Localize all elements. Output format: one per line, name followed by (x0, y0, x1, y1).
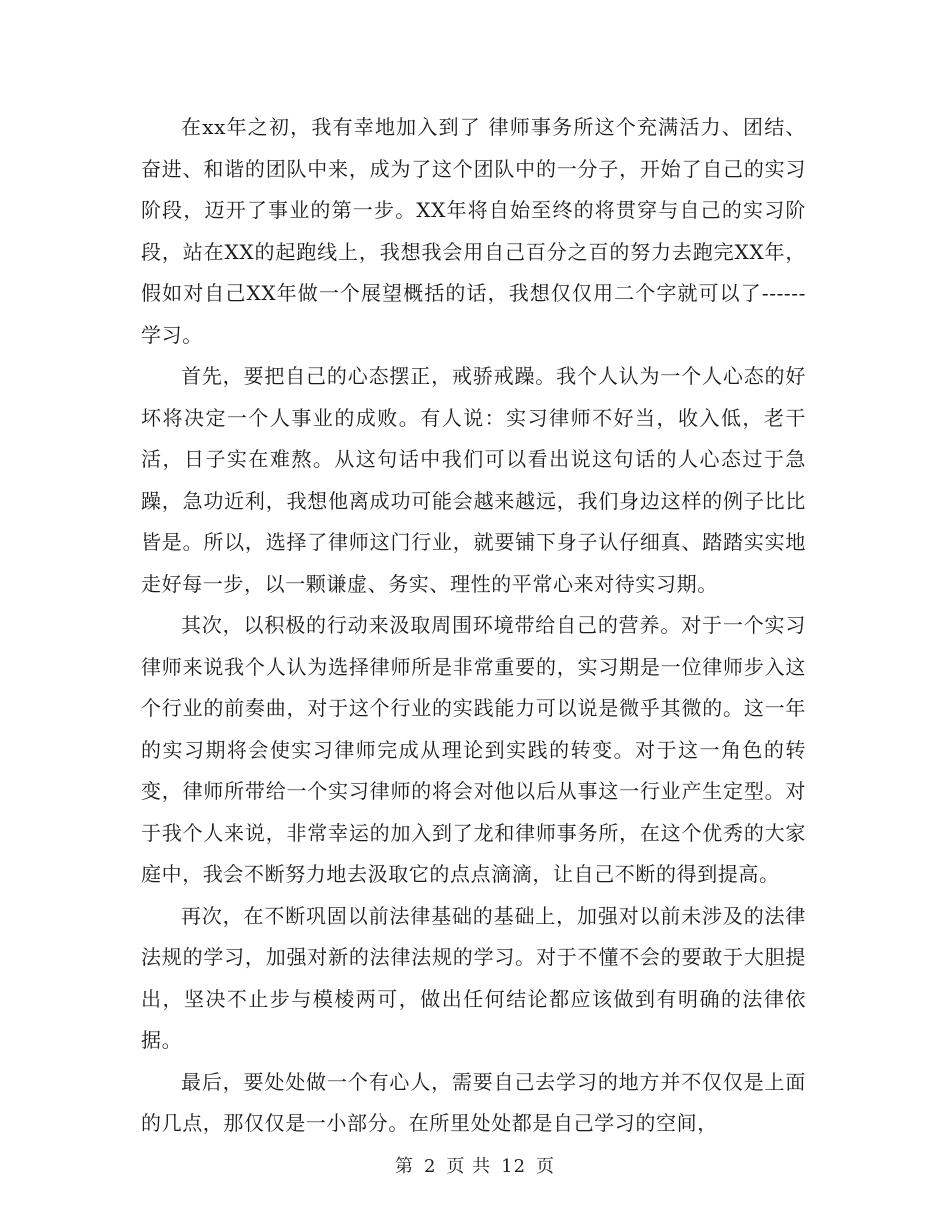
body-text (141, 107, 806, 1145)
current-page-number: 2 (423, 1156, 437, 1177)
paragraph-2: 首先，要把自己的心态摆正，戒骄戒躁。我个人认为一个人心态的好坏将决定一个人事业的成败。有人说：实习律师不好当，收入低，老干活，日子实在难熬。从这句话中我们可以看出说这句话的人心态过于急躁，急功近利，我想他离成功可能会越来越远，我们身边这样的例子比比皆是。所以，选择了律师这门行业，就要铺下身子认仔细真、踏踏实实地走好每一步，以一颗谦虚、务实、理性的平常心来对待实习期。 (141, 364, 806, 596)
page-footer (0, 1152, 950, 1178)
paragraph-4: 再次，在不断巩固以前法律基础的基础上，加强对以前未涉及的法律法规的学习，加强对新的法律法规的学习。对于不懂不会的要敢于大胆提出，坚决不止步与模棱两可，做出任何结论都应该做到有明确的法律依据。 (141, 903, 806, 1052)
paragraph-5: 最后，要处处做一个有心人，需要自己去学习的地方并不仅仅是上面的几点，那仅仅是一小部分。在所里处处都是自己学习的空间， (141, 1069, 806, 1135)
total-pages-number: 12 (501, 1156, 527, 1177)
footer-middle: 页 共 (446, 1156, 492, 1177)
paragraph-3: 其次，以积极的行动来汲取周围环境带给自己的营养。对于一个实习律师来说我个人认为选择律师所是非常重要的，实习期是一位律师步入这个行业的前奏曲，对于这个行业的实践能力可以说是微乎其微的。这一年的实习期将会使实习律师完成从理论到实践的转变。对于这一角色的转变，律师所带给一个实习律师的将会对他以后从事这一行业产生定型。对于我个人来说，非常幸运的加入到了龙和律师事务所，在这个优秀的大家庭中，我会不断努力地去汲取它的点点滴滴，让自己不断的得到提高。 (141, 613, 806, 886)
footer-prefix: 第 (394, 1156, 414, 1177)
footer-suffix: 页 (536, 1156, 556, 1177)
paragraph-1: 在xx年之初，我有幸地加入到了 律师事务所这个充满活力、团结、奋进、和谐的团队中来，成为了这个团队中的一分子，开始了自己的实习阶段，迈开了事业的第一步。XX年将自始至终的将贯穿与自己的实习阶段，站在XX的起跑线上，我想我会用自己百分之百的努力去跑完XX年，假如对自己XX年做一个展望概括的话，我想仅仅用二个字就可以了------学习。 (141, 115, 806, 347)
